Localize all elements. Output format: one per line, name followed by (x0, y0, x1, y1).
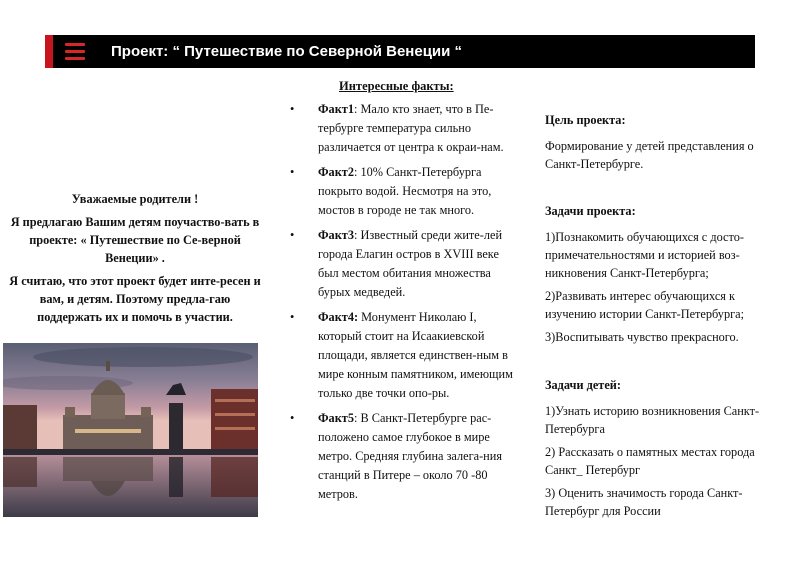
tasks-section (545, 202, 775, 346)
header-accent (45, 35, 53, 68)
task-item: 2)Развивать интерес обучающихся к изучению истории Санкт-Петербурга; (545, 289, 745, 321)
goal-heading: Цель проекта: (545, 113, 626, 127)
menu-icon[interactable] (65, 43, 85, 60)
header-bar (45, 35, 755, 68)
belief-text: Я считаю, что этот проект будет инте-ресен и вам, и детям. Поэтому предла-гаю поддержать их и помочь в участии. (9, 274, 261, 324)
fact-item: • Факт1: Мало кто знает, что в Пе-тербурге температура сильно различается от центра к окраи-нам. (290, 102, 504, 154)
goal-section (545, 111, 775, 173)
fact-item: • Факт3: Известный среди жите-лей города Елагин остров в XVIII веке был местом обитания множества бурых медведей. (290, 228, 503, 299)
kids-item: 2) Рассказать о памятных местах города Санкт_ Петербург (545, 445, 755, 477)
page-title: Проект: “ Путешествие по Северной Венеции “ (111, 43, 463, 60)
kids-section (545, 376, 775, 520)
tasks-heading: Задачи проекта: (545, 204, 636, 218)
facts-list (290, 100, 518, 510)
kids-heading: Задачи детей: (545, 378, 621, 392)
fact-item: • Факт5: В Санкт-Петербурге рас-положено самое глубокое в мире метро. Средняя глубина залега-ния станций в Питере – около 70 -80 метров. (290, 411, 503, 501)
st-isaac-photo (3, 343, 258, 517)
facts-title: Интересные факты: (339, 79, 454, 93)
parents-address (6, 190, 264, 331)
kids-item: 3) Оценить значимость города Санкт-Петербург для России (545, 486, 743, 518)
fact-item: • Факт4: Монумент Николаю I, который стоит на Исаакиевской площади, является единствен-ным в мире конным памятником, имеющим только две точки опо-ры. (290, 310, 513, 400)
fact-item: • Факт2: 10% Санкт-Петербурга покрыто водой. Несмотря на это, мостов в городе не так много. (290, 165, 492, 217)
task-item: 1)Познакомить обучающихся с досто-примечательностями и историей воз-никновения Санкт-Петербурга; (545, 230, 744, 280)
greeting: Уважаемые родители ! (71, 192, 199, 206)
kids-item: 1)Узнать историю возникновения Санкт- Петербурга (545, 404, 760, 436)
invite-text: Я предлагаю Вашим детям поучаство-вать в проекте: « Путешествие по Се-верной Венеции» . (10, 215, 260, 265)
goal-text: Формирование у детей представления о Санкт-Петербурге. (545, 139, 754, 171)
task-item: 3)Воспитывать чувство прекрасного. (545, 330, 739, 344)
